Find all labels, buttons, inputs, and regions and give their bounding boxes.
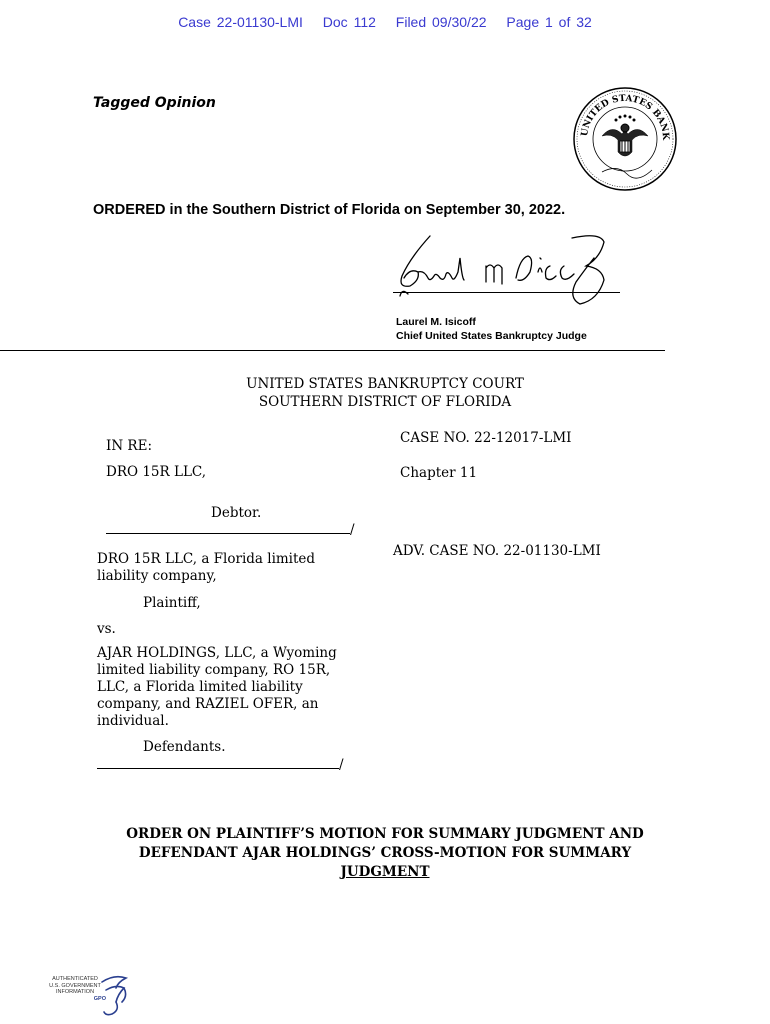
adv-case-number: ADV. CASE NO. 22-01130-LMI	[393, 543, 601, 559]
gpo-line-3: INFORMATION	[55, 989, 95, 995]
seal-text: UNITED STATES BANK	[579, 93, 671, 141]
order-title-underlined: JUDGMENT	[340, 864, 430, 880]
gpo-line-1: AUTHENTICATED	[52, 976, 98, 982]
in-re-label: IN RE:	[106, 438, 153, 454]
plaintiff-label: Plaintiff,	[143, 595, 201, 611]
defendants-line-3: LLC, a Florida limited liability	[97, 679, 303, 695]
plaintiff-line-2: liability company,	[97, 568, 217, 584]
order-title-line-2: DEFENDANT AJAR HOLDINGS’ CROSS-MOTION FOR SUMMARY	[138, 845, 632, 861]
plaintiff-line-1: DRO 15R LLC, a Florida limited	[97, 551, 316, 567]
signature-icon	[390, 228, 630, 318]
case-number-caption: CASE NO. 22-12017-LMI	[400, 430, 572, 446]
doc-number: Doc 112	[322, 14, 376, 30]
defendants-label: Defendants.	[143, 739, 226, 755]
gpo-authentication-logo	[44, 972, 134, 1018]
judge-signature	[390, 228, 630, 318]
versus-label: vs.	[97, 621, 116, 637]
order-title-line-1: ORDER ON PLAINTIFF’S MOTION FOR SUMMARY JUDGMENT AND	[126, 826, 644, 842]
gpo-line-2: U.S. GOVERNMENT	[49, 982, 101, 989]
seal-icon	[572, 86, 678, 192]
caption-divider-1	[106, 522, 355, 539]
court-seal	[572, 86, 678, 192]
tagged-opinion-label: Tagged Opinion	[93, 95, 216, 111]
docket-header	[0, 14, 770, 30]
debtor-label: Debtor.	[211, 505, 262, 521]
chapter-label: Chapter 11	[400, 465, 478, 481]
judge-name: Laurel M. Isicoff	[396, 316, 476, 328]
court-district: SOUTHERN DISTRICT OF FLORIDA	[258, 394, 512, 410]
order-title-line-3	[100, 863, 670, 882]
separator-rule	[0, 350, 665, 351]
caption-slash-1: /	[350, 522, 355, 538]
page-count: Page 1 of 32	[506, 14, 592, 30]
filed-date: Filed 09/30/22	[395, 14, 487, 30]
defendants-line-1: AJAR HOLDINGS, LLC, a Wyoming	[97, 645, 337, 661]
defendants-line-5: individual.	[97, 713, 169, 729]
case-number: Case 22-01130-LMI	[178, 14, 303, 30]
eagle-icon	[98, 972, 138, 1018]
signature-line	[393, 292, 620, 293]
gpo-line-4: GPO	[93, 995, 106, 1002]
ordered-statement: ORDERED in the Southern District of Florida on September 30, 2022.	[93, 202, 566, 218]
debtor-name: DRO 15R LLC,	[106, 464, 207, 480]
judge-title: Chief United States Bankruptcy Judge	[396, 330, 587, 342]
defendants-line-4: company, and RAZIEL OFER, an	[97, 696, 319, 712]
court-name: UNITED STATES BANKRUPTCY COURT	[246, 376, 524, 392]
caption-slash-2: /	[339, 757, 344, 773]
defendants-line-2: limited liability company, RO 15R,	[97, 662, 331, 678]
caption-divider-2	[97, 757, 344, 774]
